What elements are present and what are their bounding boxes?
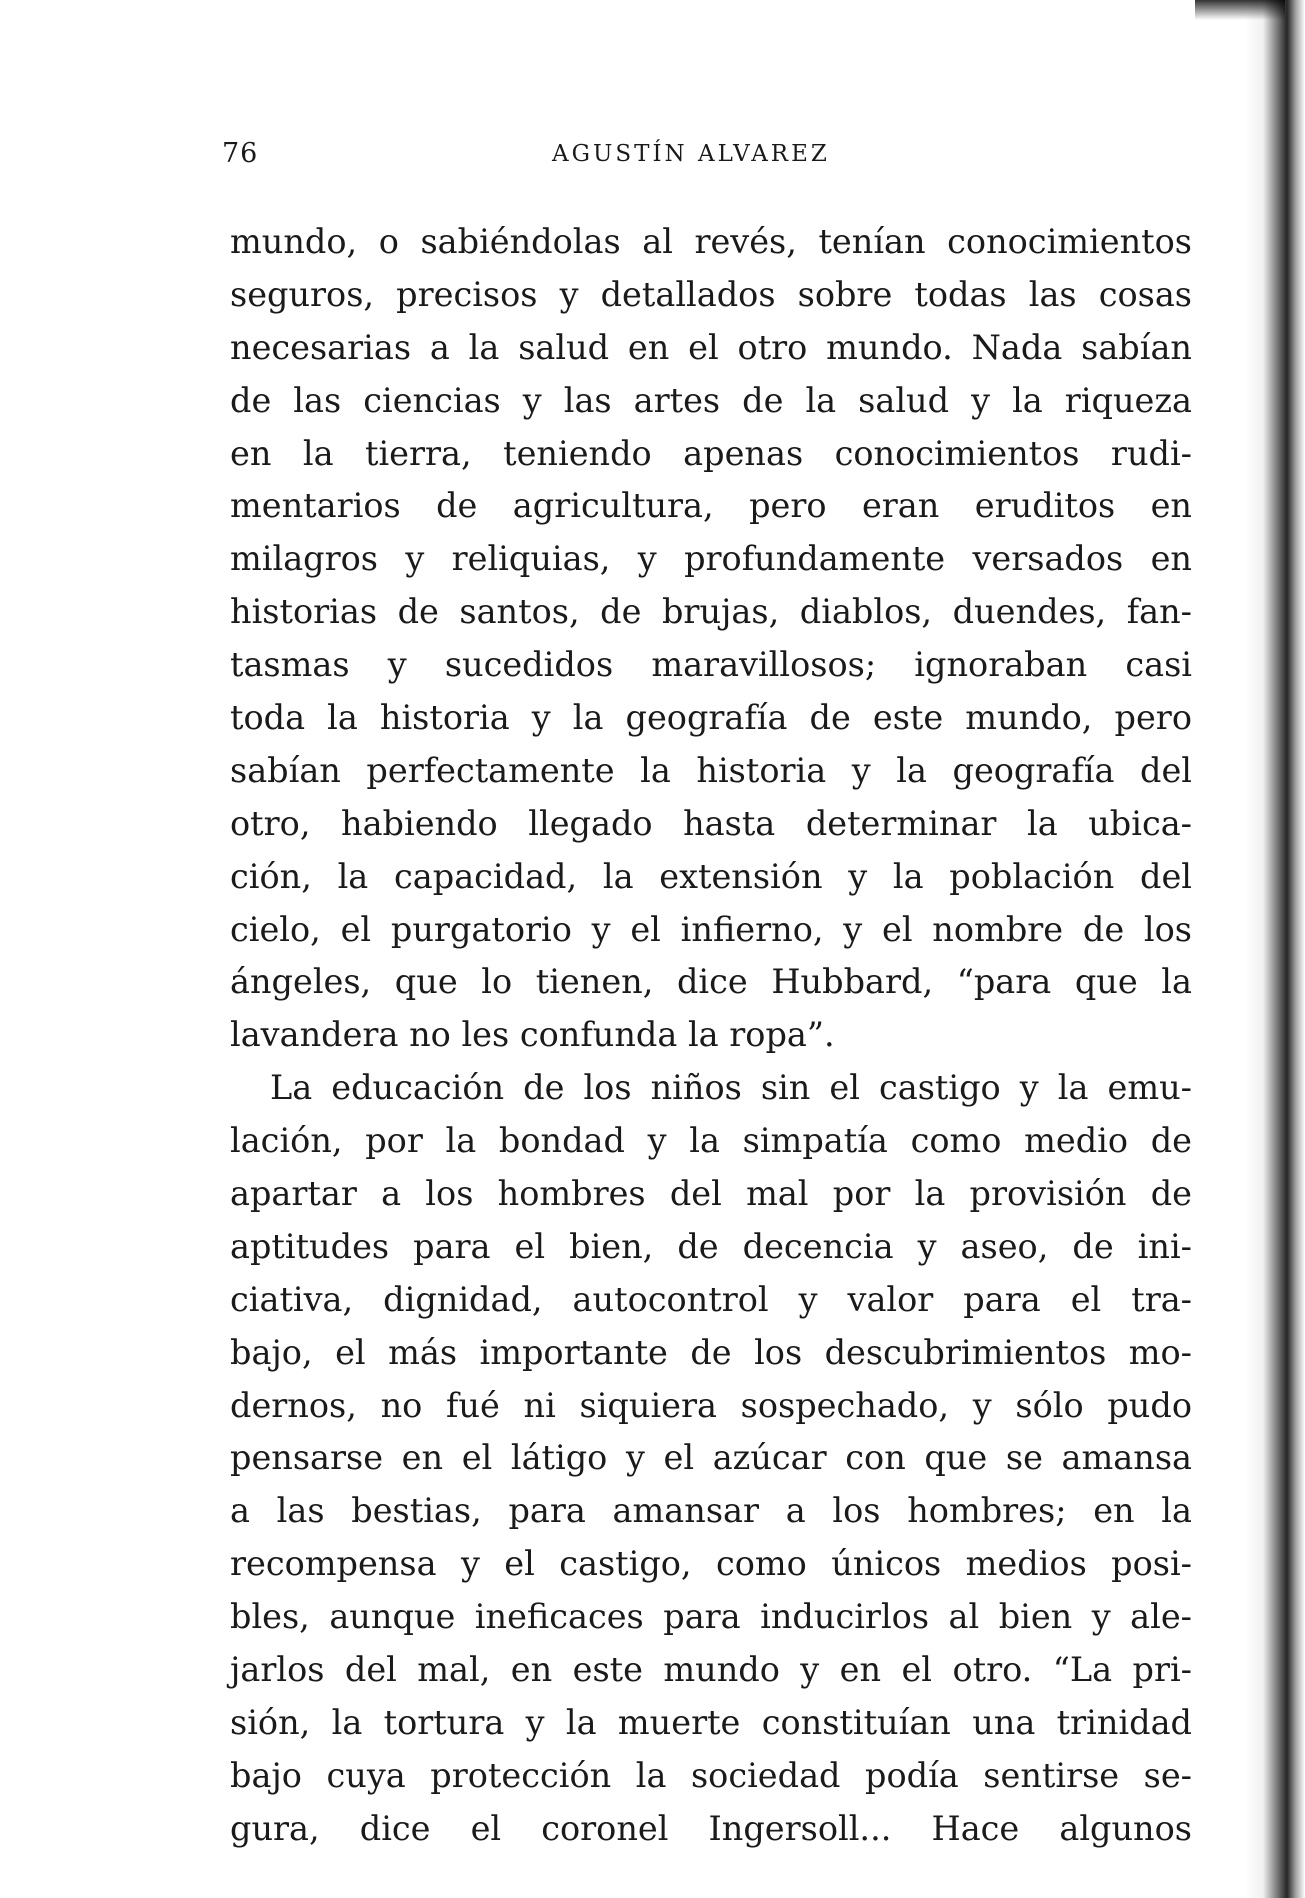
text-line: necesarias a la salud en el otro mundo. Nada sabían (230, 327, 1192, 367)
text-line: ciativa, dignidad, autocontrol y valor para el tra- (230, 1279, 1192, 1319)
text-line: pensarse en el látigo y el azúcar con que se amansa (230, 1438, 1192, 1478)
text-line: a las bestias, para amansar a los hombres; en la (230, 1491, 1192, 1531)
paragraph-start-line: La educación de los niños sin el castigo y la emu- (270, 1068, 1192, 1108)
text-line: dernos, no fué ni siquiera sospechado, y sólo pudo (230, 1385, 1192, 1425)
text-line: historias de santos, de brujas, diablos, duendes, fan- (230, 592, 1192, 632)
text-line: seguros, precisos y detallados sobre todas las cosas (230, 274, 1192, 314)
text-line: bajo, el más importante de los descubrimientos mo- (230, 1332, 1192, 1372)
text-line: bles, aunque ineficaces para inducirlos al bien y ale- (230, 1597, 1192, 1637)
text-line: otro, habiendo llegado hasta determinar la ubica- (230, 803, 1192, 843)
text-line: de las ciencias y las artes de la salud y la riqueza (230, 380, 1192, 420)
text-line: sabían perfectamente la historia y la geografía del (230, 750, 1192, 790)
text-line: sión, la tortura y la muerte constituían una trinidad (230, 1702, 1192, 1742)
text-line: ción, la capacidad, la extensión y la población del (230, 856, 1192, 896)
text-line: ángeles, que lo tienen, dice Hubbard, “para que la (230, 962, 1192, 1002)
text-line: gura, dice el coronel Ingersoll... Hace algunos (230, 1808, 1192, 1848)
text-line: toda la historia y la geografía de este mundo, pero (230, 698, 1192, 738)
text-line: milagros y reliquias, y profundamente versados en (230, 539, 1192, 579)
text-line: aptitudes para el bien, de decencia y aseo, de ini- (230, 1226, 1192, 1266)
page-number: 76 (222, 138, 259, 169)
text-line: mentarios de agricultura, pero eran eruditos en (230, 486, 1192, 526)
text-line: mundo, o sabiéndolas al revés, tenían conocimientos (230, 222, 1192, 261)
paragraph-end-line: lavandera no les confunda la ropa”. (230, 1015, 835, 1055)
page-binding-shadow (1245, 0, 1305, 1898)
text-line: jarlos del mal, en este mundo y en el otro. “La pri- (230, 1650, 1192, 1690)
text-line: recompensa y el castigo, como únicos medios posi- (230, 1544, 1192, 1584)
page-header (222, 138, 992, 174)
body-text (230, 216, 1192, 1856)
text-line: apartar a los hombres del mal por la provisión de (230, 1174, 1192, 1214)
text-line: en la tierra, teniendo apenas conocimientos rudi- (230, 433, 1192, 473)
text-line: cielo, el purgatorio y el infierno, y el nombre de los (230, 909, 1192, 949)
text-line: bajo cuya protección la sociedad podía sentirse se- (230, 1755, 1192, 1795)
running-head: AGUSTÍN ALVAREZ (552, 141, 830, 167)
page-corner-shadow (1195, 0, 1285, 20)
text-line: lación, por la bondad y la simpatía como medio de (230, 1121, 1192, 1161)
text-line: tasmas y sucedidos maravillosos; ignoraban casi (230, 645, 1192, 685)
